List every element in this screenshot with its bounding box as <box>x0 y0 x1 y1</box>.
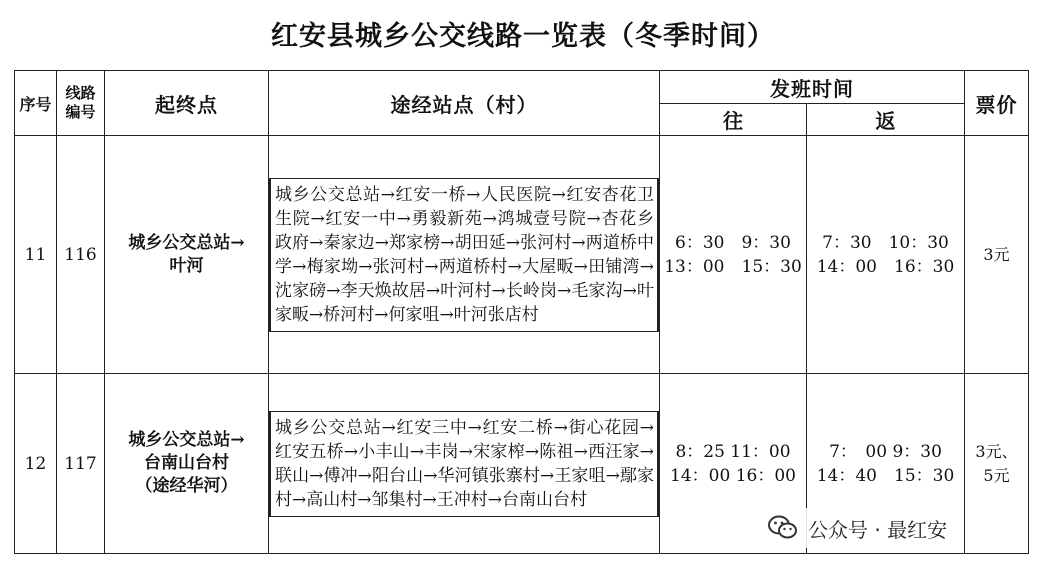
stops-cell <box>269 374 660 554</box>
inbound-times-cell <box>807 136 965 374</box>
header-row-1 <box>15 71 1029 104</box>
watermark-text: 公众号 · 最红安 <box>808 517 948 542</box>
outbound-times-cell <box>660 136 807 374</box>
inbound-time-line: 14：40 15：30 <box>816 465 955 486</box>
stops-cell <box>269 136 660 374</box>
inbound-time-line: 7：30 10：30 <box>822 232 949 253</box>
endpoints-line-2: 叶河 <box>169 255 204 276</box>
header-seq: 序号 <box>15 71 57 136</box>
header-line-no-1: 线路 <box>65 84 96 102</box>
inbound-time-line: 14：00 16：30 <box>816 256 955 277</box>
header-line-no-2: 编号 <box>65 103 96 121</box>
outbound-time-line: 13：00 15：30 <box>664 256 802 277</box>
fare-line: 5元 <box>983 465 1010 485</box>
fare-line: 3元、 <box>975 441 1018 461</box>
outbound-time-line: 14：00 16：00 <box>670 465 796 486</box>
seq-cell: 12 <box>15 374 57 554</box>
endpoints-line-2: 台南山台村 <box>144 453 229 473</box>
header-fare: 票价 <box>965 71 1029 136</box>
line-cell: 117 <box>57 374 105 554</box>
endpoints-line-1: 城乡公交总站→ <box>128 430 245 450</box>
header-endpoints: 起终点 <box>105 71 269 136</box>
endpoints-cell <box>105 374 269 554</box>
header-line-no <box>57 71 105 136</box>
fare-cell <box>965 374 1029 554</box>
line-cell: 116 <box>57 136 105 374</box>
outbound-time-line: 6：30 9：30 <box>675 232 791 253</box>
wechat-watermark <box>762 508 953 548</box>
endpoints-line-1: 城乡公交总站→ <box>128 232 245 253</box>
outbound-time-line: 8：25 11：00 <box>675 441 791 462</box>
endpoints-line-3: （途经华河） <box>135 476 238 496</box>
header-schedule: 发班时间 <box>660 71 965 104</box>
header-inbound: 返 <box>807 104 965 136</box>
seq-cell: 11 <box>15 136 57 374</box>
wechat-icon <box>768 515 798 541</box>
header-stops: 途经站点（村） <box>269 71 660 136</box>
inbound-time-line: 7： 00 9：30 <box>829 441 942 462</box>
fare-cell <box>965 136 1029 374</box>
fare-line: 3元 <box>983 244 1010 264</box>
page-title: 红安县城乡公交线路一览表（冬季时间） <box>271 21 775 52</box>
stops-text: 城乡公交总站→红安三中→红安二桥→街心花园→红安五桥→小丰山→丰岗→宋家榨→陈祖→西汪家→联山→傅冲→阳台山→华河镇张寨村→王家咀→鄢家村→高山村→邹集村→王冲村→台南山台村 <box>269 411 659 517</box>
stops-text: 城乡公交总站→红安一桥→人民医院→红安杏花卫生院→红安一中→勇毅新苑→鸿城壹号院→杏花乡政府→秦家边→郑家榜→胡田延→张河村→两道桥中学→梅家坳→张河村→两道桥村→大屋畈→田铺湾→沈家磅→李天焕故居→叶河村→长岭岗→毛家沟→叶家畈→桥河村→何家咀→叶河张店村 <box>269 178 659 332</box>
bus-route-table <box>14 70 1029 554</box>
endpoints-cell <box>105 136 269 374</box>
header-outbound: 往 <box>660 104 807 136</box>
table-row <box>15 136 1029 374</box>
